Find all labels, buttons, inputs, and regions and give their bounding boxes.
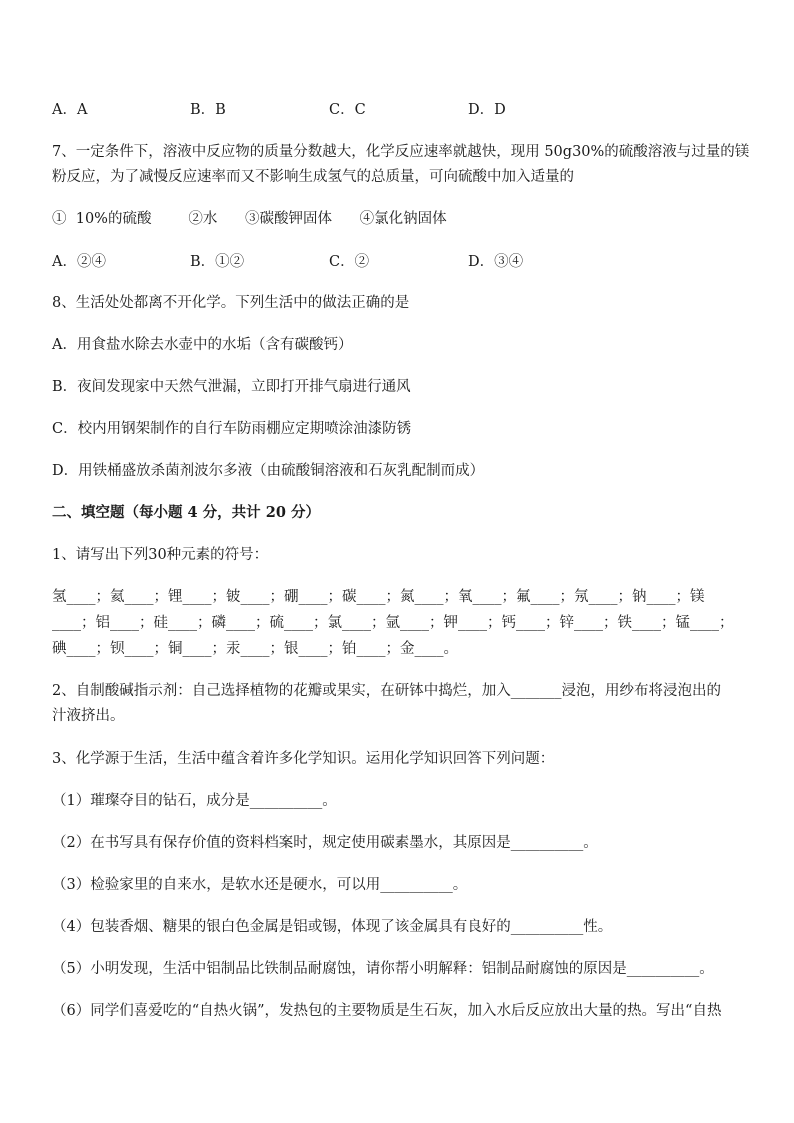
f3-item-1: （1）璀璨夺目的钻石，成分是__________。: [52, 793, 337, 809]
q6-option-a: A．A: [52, 102, 88, 118]
f3-stem: 3、化学源于生活，生活中蕴含着许多化学知识。运用化学知识回答下列问题：: [52, 751, 555, 767]
q7-option-c: C．②: [329, 254, 370, 270]
f1-elements-line1: 氢____；氦____；锂____；铍____；硼____；碳____；氮____；氧____；氟____；氖____；钠____；镁: [52, 589, 705, 605]
f3-item-4: （4）包装香烟、糖果的银白色金属是铝或锡，体现了该金属具有良好的__________性。: [52, 919, 613, 935]
f2-line2: 汁液挤出。: [52, 708, 125, 724]
q7-option-d: D．③④: [468, 254, 524, 270]
q7-option-b: B．①②: [190, 254, 245, 270]
q7-stem-line1: 7、一定条件下，溶液中反应物的质量分数越大，化学反应速率就越快，现用 50g30%的硫酸溶液与过量的镁: [52, 144, 750, 160]
f3-item-6: （6）同学们喜爱吃的“自热火锅”，发热包的主要物质是生石灰，加入水后反应放出大量的热。写出“自热: [52, 1003, 722, 1019]
q7-substances: ① 10%的硫酸 ②水 ③碳酸钾固体 ④氯化钠固体: [52, 211, 447, 227]
section2-heading: 二、填空题（每小题 4 分，共计 20 分）: [52, 504, 320, 521]
f3-item-3: （3）检验家里的自来水，是软水还是硬水，可以用__________。: [52, 877, 468, 893]
f3-item-5: （5）小明发现，生活中铝制品比铁制品耐腐蚀，请你帮小明解释：铝制品耐腐蚀的原因是__________。: [52, 961, 714, 977]
f1-elements-line3: 碘____；钡____；铜____；汞____；银____；铂____；金____。: [52, 641, 458, 657]
q6-option-b: B．B: [190, 102, 226, 118]
q8-option-b: B．夜间发现家中天然气泄漏，立即打开排气扇进行通风: [52, 379, 411, 395]
q7-stem-line2: 粉反应，为了减慢反应速率而又不影响生成氢气的总质量，可向硫酸中加入适量的: [52, 169, 574, 185]
q8-option-c: C．校内用钢架制作的自行车防雨棚应定期喷涂油漆防锈: [52, 421, 412, 437]
q7-option-a: A．②④: [52, 254, 106, 270]
q6-option-d: D．D: [468, 102, 506, 118]
f1-elements-line2: ____；铝____；硅____；磷____；硫____；氯____；氩____；钾____；钙____；锌____；铁____；锰____；: [52, 615, 734, 631]
f2-line1: 2、自制酸碱指示剂：自己选择植物的花瓣或果实，在研钵中捣烂，加入_______浸泡，用纱布将浸泡出的: [52, 683, 721, 699]
q8-option-d: D．用铁桶盛放杀菌剂波尔多液（由硫酸铜溶液和石灰乳配制而成）: [52, 463, 485, 479]
q8-stem: 8、生活处处都离不开化学。下列生活中的做法正确的是: [52, 295, 410, 311]
f3-item-2: （2）在书写具有保存价值的资料档案时，规定使用碳素墨水，其原因是__________。: [52, 835, 598, 851]
q6-option-c: C．C: [329, 102, 366, 118]
q8-option-a: A．用食盐水除去水壶中的水垢（含有碳酸钙）: [52, 337, 353, 353]
f1-stem: 1、请写出下列30种元素的符号：: [52, 547, 269, 563]
